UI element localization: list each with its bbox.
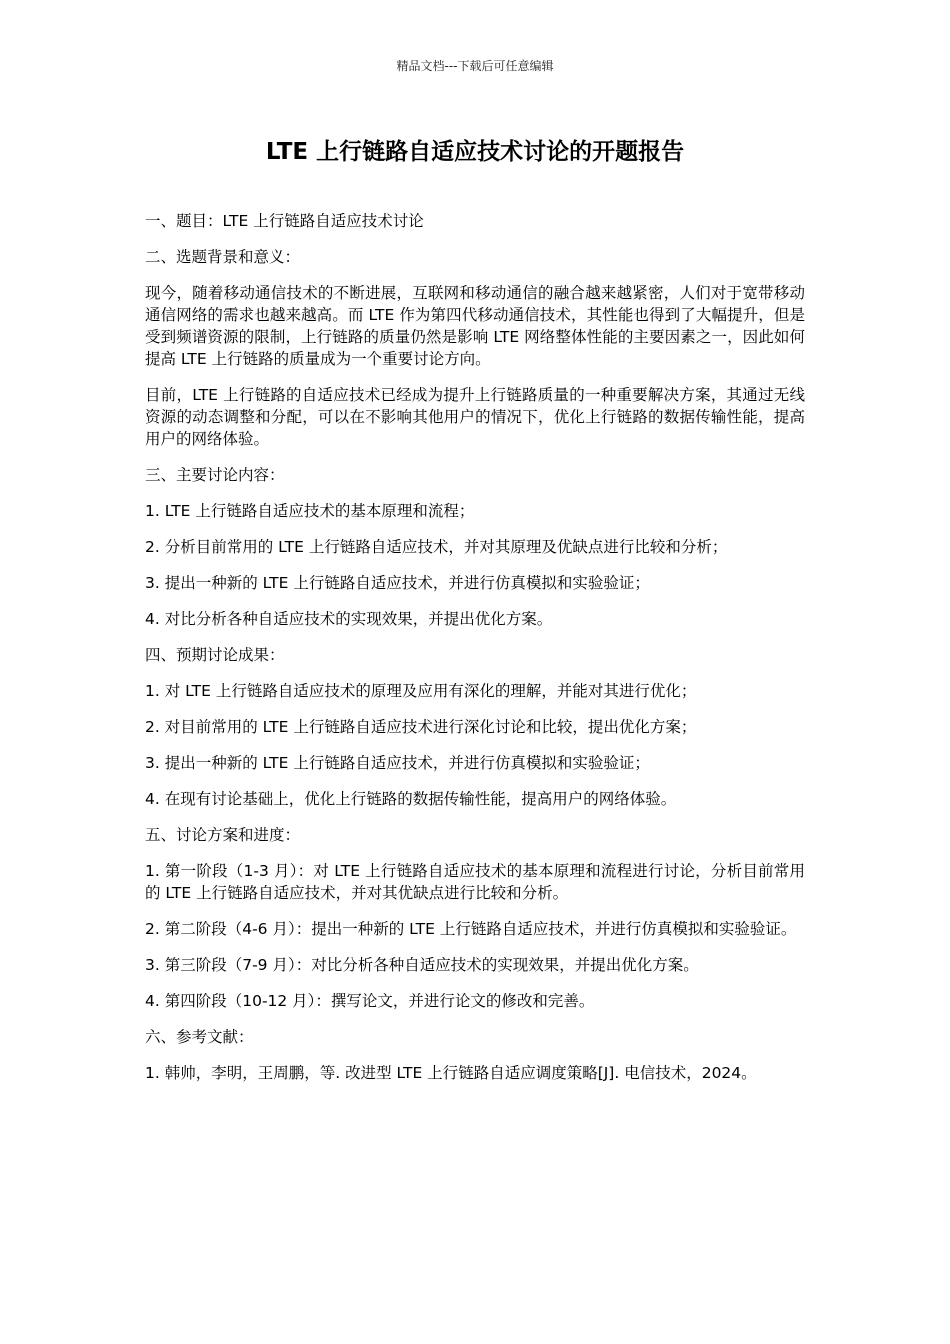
topic-line: 一、题目：LTE 上行链路自适应技术讨论 <box>145 212 424 230</box>
content-item-2: 2. 分析目前常用的 LTE 上行链路自适应技术，并对其原理及优缺点进行比较和分析； <box>145 538 728 556</box>
plan-item-4: 4. 第四阶段（10-12 月）：撰写论文，并进行论文的修改和完善。 <box>145 992 595 1010</box>
results-item-4: 4. 在现有讨论基础上，优化上行链路的数据传输性能，提高用户的网络体验。 <box>145 790 677 808</box>
background-paragraph-1: 现今，随着移动通信技术的不断进展，互联网和移动通信的融合越来越紧密，人们对于宽带移动通信网络的需求也越来越高。而 LTE 作为第四代移动通信技术，其性能也得到了大幅提升，但是受到频谱资源的限制，上行链路的质量仍然是影响 LTE 网络整体性能的主要因素之一，因此如何提高 LTE 上行链路的质量成为一个重要讨论方向。 <box>145 284 805 368</box>
section-heading-results: 四、预期讨论成果： <box>145 646 285 664</box>
reference-item-1: 1. 韩帅，李明，王周鹏，等. 改进型 LTE 上行链路自适应调度策略[J]. 电信技术，2024。 <box>145 1064 757 1082</box>
results-item-3: 3. 提出一种新的 LTE 上行链路自适应技术，并进行仿真模拟和实验验证； <box>145 754 650 772</box>
section-heading-plan: 五、讨论方案和进度： <box>145 826 301 844</box>
section-heading-references: 六、参考文献： <box>145 1028 254 1046</box>
content-item-1: 1. LTE 上行链路自适应技术的基本原理和流程； <box>145 502 475 520</box>
section-heading-background: 二、选题背景和意义： <box>145 248 301 266</box>
document-body <box>145 210 805 1098</box>
section-heading-content: 三、主要讨论内容： <box>145 466 285 484</box>
background-paragraph-2: 目前，LTE 上行链路的自适应技术已经成为提升上行链路质量的一种重要解决方案，其通过无线资源的动态调整和分配，可以在不影响其他用户的情况下，优化上行链路的数据传输性能，提高用户的网络体验。 <box>145 386 805 448</box>
document-title: LTE 上行链路自适应技术讨论的开题报告 <box>265 139 685 165</box>
content-item-4: 4. 对比分析各种自适应技术的实现效果，并提出优化方案。 <box>145 610 553 628</box>
content-item-3: 3. 提出一种新的 LTE 上行链路自适应技术，并进行仿真模拟和实验验证； <box>145 574 650 592</box>
plan-item-1: 1. 第一阶段（1-3 月）：对 LTE 上行链路自适应技术的基本原理和流程进行讨论，分析目前常用的 LTE 上行链路自适应技术，并对其优缺点进行比较和分析。 <box>145 862 805 902</box>
header-note: 精品文档---下载后可任意编辑 <box>396 59 554 73</box>
plan-item-2: 2. 第二阶段（4-6 月）：提出一种新的 LTE 上行链路自适应技术，并进行仿真模拟和实验验证。 <box>145 920 797 938</box>
results-item-1: 1. 对 LTE 上行链路自适应技术的原理及应用有深化的理解，并能对其进行优化； <box>145 682 697 700</box>
plan-item-3: 3. 第三阶段（7-9 月）：对比分析各种自适应技术的实现效果，并提出优化方案。 <box>145 956 699 974</box>
results-item-2: 2. 对目前常用的 LTE 上行链路自适应技术进行深化讨论和比较，提出优化方案； <box>145 718 697 736</box>
